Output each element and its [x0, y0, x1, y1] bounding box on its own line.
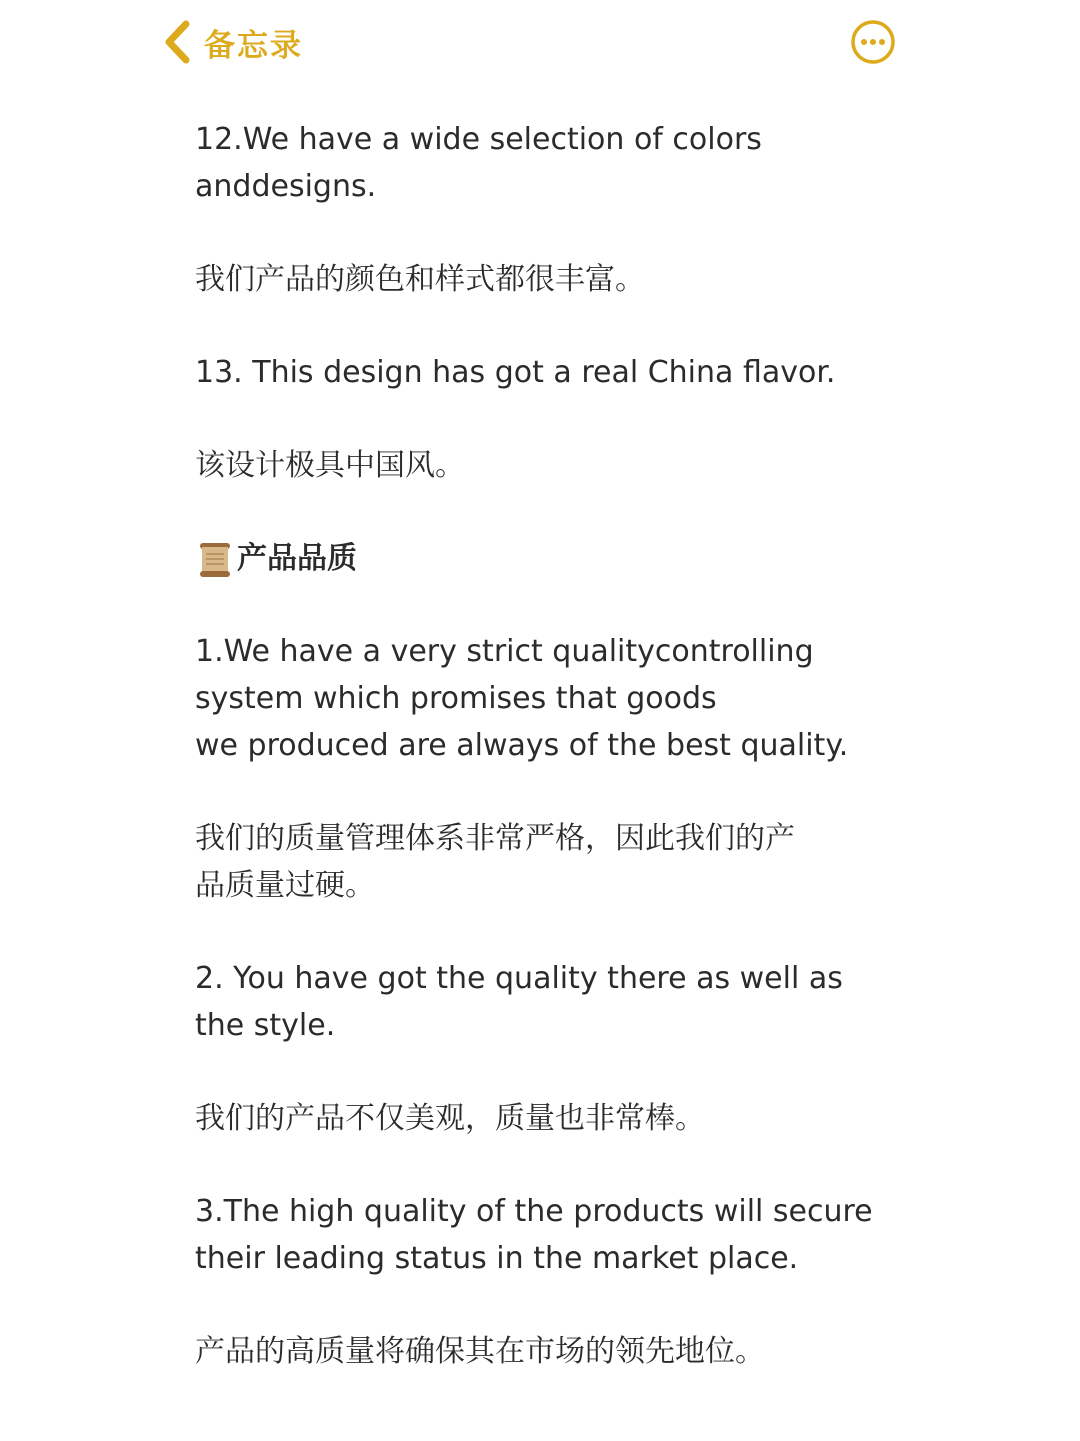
- note-paragraph-q1-en: 1.We have a very strict qualitycontrolling system which promises that goods we produced are always of the best quality.: [195, 634, 849, 763]
- note-paragraph-12-en: 12.We have a wide selection of colors anddesigns.: [195, 122, 762, 204]
- note-body[interactable]: [195, 116, 895, 1375]
- note-paragraph-q1-zh: 我们的质量管理体系非常严格，因此我们的产 品质量过硬。: [195, 821, 795, 903]
- section-heading-text: 产品品质: [237, 541, 357, 576]
- chevron-left-icon: [160, 20, 194, 64]
- ellipsis-circle-icon: [853, 22, 893, 62]
- note-paragraph-q3-en: 3.The high quality of the products will secure their leading status in the market place.: [195, 1194, 873, 1276]
- note-paragraph-q2-zh: 我们的产品不仅美观，质量也非常棒。: [195, 1101, 705, 1136]
- back-label: 备忘录: [204, 27, 303, 64]
- navigation-bar: [0, 0, 1080, 90]
- note-paragraph-q3-zh: 产品的高质量将确保其在市场的领先地位。: [195, 1334, 765, 1369]
- note-paragraph-13-en: 13. This design has got a real China flavor.: [195, 355, 836, 390]
- note-paragraph-q2-en: 2. You have got the quality there as well as the style.: [195, 961, 843, 1043]
- back-button[interactable]: [160, 18, 303, 66]
- scroll-icon: [195, 539, 235, 579]
- section-heading: [195, 535, 895, 582]
- more-options-button[interactable]: [850, 19, 896, 65]
- note-paragraph-12-zh: 我们产品的颜色和样式都很丰富。: [195, 262, 645, 297]
- note-paragraph-13-zh: 该设计极具中国风。: [195, 448, 465, 483]
